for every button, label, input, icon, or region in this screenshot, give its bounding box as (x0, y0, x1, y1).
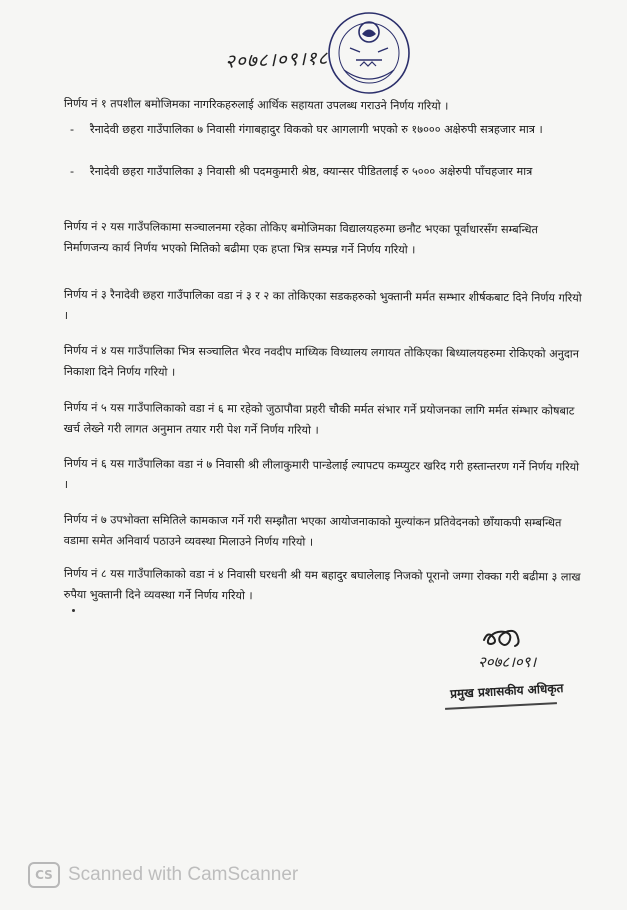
decision-4: निर्णय नं ४ यस गाउँपालिका भित्र सञ्चालित भैरव नवदीप माध्यिक विध्यालय लगायत तोकिएका बिध्यालयहरुमा रोकिएको अनुदान निकाशा दिने निर्णय गरियो । (63, 343, 579, 379)
office-seal-icon (326, 10, 412, 96)
scanner-watermark (28, 862, 298, 888)
bullet-dash: - (70, 123, 75, 136)
bullet-text: रैनादेवी छहरा गाउँपालिका ७ निवासी गंगाबहादुर विकको घर आगलागी भएको रु १७००० अक्षेरुपी सत्रहजार मात्र । (90, 123, 543, 136)
decision-7: निर्णय नं ७ उपभोक्ता समितिले कामकाज गर्ने गरी सम्झौता भएका आयोजनाकाको मुल्यांकन प्रतिवेदनको छाँयाकपी सम्बन्धित वडामा समेत अनिवार्य पठाउने व्यवस्था मिलाउने निर्णय गरियो । (63, 512, 562, 549)
watermark-text: Scanned with CamScanner (68, 864, 299, 885)
decision-6: निर्णय नं ६ यस गाउँपालिका वडा नं ७ निवासी श्री लीलाकुमारी पान्डेलाई ल्यापटप कम्प्युटर खरिद गरी हस्तान्तरण गर्ने निर्णय गरियो । (63, 456, 580, 492)
decision-1-bullet-1 (70, 119, 595, 140)
decision-8: निर्णय नं ८ यस गाउँपालिकाको वडा नं ४ निवासी घरधनी श्री यम बहादुर बघालेलाइ निजको पूरानो जग्गा रोक्का गरी बढीमा ३ लाख रुपैया भुक्तानी दिने व्यवस्था गर्ने निर्णय गरियो । (63, 566, 581, 603)
bullet-dash: - (70, 165, 75, 178)
camscanner-logo-icon: CS (28, 862, 60, 888)
decision-2: निर्णय नं २ यस गाउँपलिकामा सञ्चालनमा रहेका तोकिए बमोजिमका विद्यालयहरुमा छनौट भएका पूर्वाधारसँग सम्बन्धित निर्माणजन्य कार्य निर्णय भएको मितिको बढीमा एक हप्ता भित्र सम्पन्न गर्ने निर्णय गरियो । (63, 219, 538, 257)
bullet-text: रैनादेवी छहरा गाउँपालिका ३ निवासी श्री पदमकुमारी श्रेष्ठ, क्यान्सर पीडितलाई रु ५००० अक्षेरुपी पाँचहजार मात्र (90, 165, 533, 178)
signature-underline (445, 702, 557, 710)
signatory-title: प्रमुख प्रशासकीय अधिकृत (449, 681, 564, 701)
decision-5: निर्णय नं ५ यस गाउँपालिकाको वडा नं ६ मा रहेको जुठापौवा प्रहरी चौकी मर्मत संभार गर्ने प्रयोजनका लागि मर्मत संम्भार कोषबाट खर्च लेख्ने गरी लागत अनुमान तयार गरी पेश गर्ने निर्णय गरियो । (63, 400, 575, 437)
decision-3: निर्णय नं ३ रैनादेवी छहरा गाउँपालिका वडा नं ३ र २ का तोकिएका सडकहरुको भुक्तानी मर्मत सम्भार शीर्षकबाट दिने निर्णय गरियो । (63, 287, 582, 323)
decision-1: निर्णय नं १ तपशील बमोजिमका नागरिकहरुलाई आर्थिक सहायता उपलब्ध गराउने निर्णय गरियो । (63, 96, 449, 113)
handwritten-date: २०७८।०९।१८ (224, 47, 329, 73)
speck (72, 609, 75, 612)
decision-1-bullet-2 (70, 161, 595, 182)
signature-date: २०७८।०९। (478, 653, 537, 671)
handwritten-signature (478, 616, 548, 652)
